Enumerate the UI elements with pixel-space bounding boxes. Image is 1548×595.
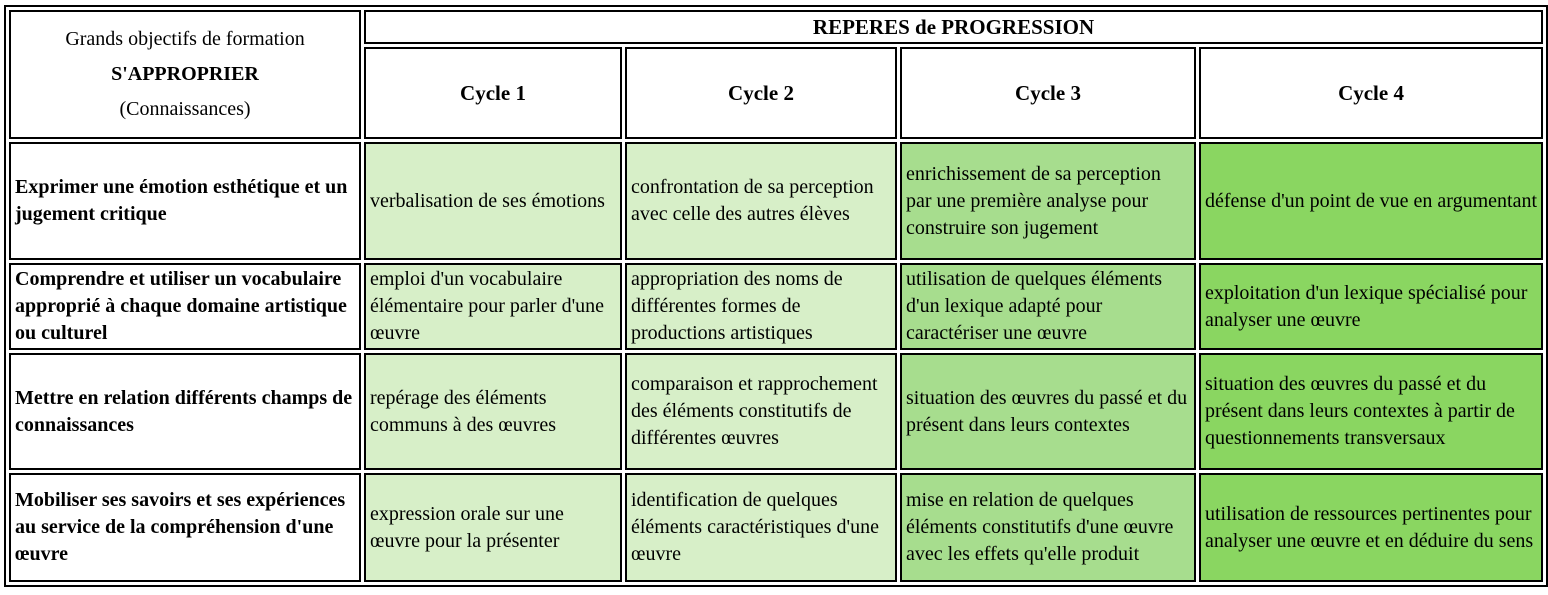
progress-cell-cycle4: situation des œuvres du passé et du présent dans leurs contextes à partir de questionnements transversaux <box>1199 353 1543 470</box>
progress-cell-cycle4: exploitation d'un lexique spécialisé pour analyser une œuvre <box>1199 263 1543 350</box>
table-row <box>9 142 1543 260</box>
objective-cell: Comprendre et utiliser un vocabulaire approprié à chaque domaine artistique ou culturel <box>9 263 361 350</box>
cycle-4-header: Cycle 4 <box>1199 47 1543 139</box>
progress-cell-cycle1: verbalisation de ses émotions <box>364 142 622 260</box>
progress-cell-cycle2: appropriation des noms de différentes formes de productions artistiques <box>625 263 897 350</box>
progress-cell-cycle2: confrontation de sa perception avec celle des autres élèves <box>625 142 897 260</box>
progress-cell-cycle3: enrichissement de sa perception par une première analyse pour construire son jugement <box>900 142 1196 260</box>
corner-line-1: Grands objectifs de formation <box>65 28 305 51</box>
cycle-1-header: Cycle 1 <box>364 47 622 139</box>
corner-line-2: S'APPROPRIER <box>111 63 259 86</box>
table-row <box>9 263 1543 350</box>
reperes-header: REPERES de PROGRESSION <box>364 10 1543 44</box>
table-row <box>9 353 1543 470</box>
progress-cell-cycle3: mise en relation de quelques éléments constitutifs d'une œuvre avec les effets qu'elle produit <box>900 473 1196 582</box>
table-row <box>9 473 1543 582</box>
objective-cell: Exprimer une émotion esthétique et un jugement critique <box>9 142 361 260</box>
progress-cell-cycle1: emploi d'un vocabulaire élémentaire pour parler d'une œuvre <box>364 263 622 350</box>
progression-table <box>4 5 1548 587</box>
progress-cell-cycle4: défense d'un point de vue en argumentant <box>1199 142 1543 260</box>
corner-line-3: (Connaissances) <box>119 98 251 121</box>
progress-cell-cycle4: utilisation de ressources pertinentes pour analyser une œuvre et en déduire du sens <box>1199 473 1543 582</box>
progress-cell-cycle2: identification de quelques éléments caractéristiques d'une œuvre <box>625 473 897 582</box>
progress-cell-cycle3: situation des œuvres du passé et du présent dans leurs contextes <box>900 353 1196 470</box>
cycle-3-header: Cycle 3 <box>900 47 1196 139</box>
corner-header-cell <box>9 10 361 139</box>
progress-cell-cycle3: utilisation de quelques éléments d'un lexique adapté pour caractériser une œuvre <box>900 263 1196 350</box>
cycle-2-header: Cycle 2 <box>625 47 897 139</box>
objective-cell: Mettre en relation différents champs de connaissances <box>9 353 361 470</box>
progress-cell-cycle1: repérage des éléments communs à des œuvres <box>364 353 622 470</box>
header-row-top <box>9 10 1543 44</box>
progress-cell-cycle2: comparaison et rapprochement des éléments constitutifs de différentes œuvres <box>625 353 897 470</box>
objective-cell: Mobiliser ses savoirs et ses expériences au service de la compréhension d'une œuvre <box>9 473 361 582</box>
progress-cell-cycle1: expression orale sur une œuvre pour la présenter <box>364 473 622 582</box>
